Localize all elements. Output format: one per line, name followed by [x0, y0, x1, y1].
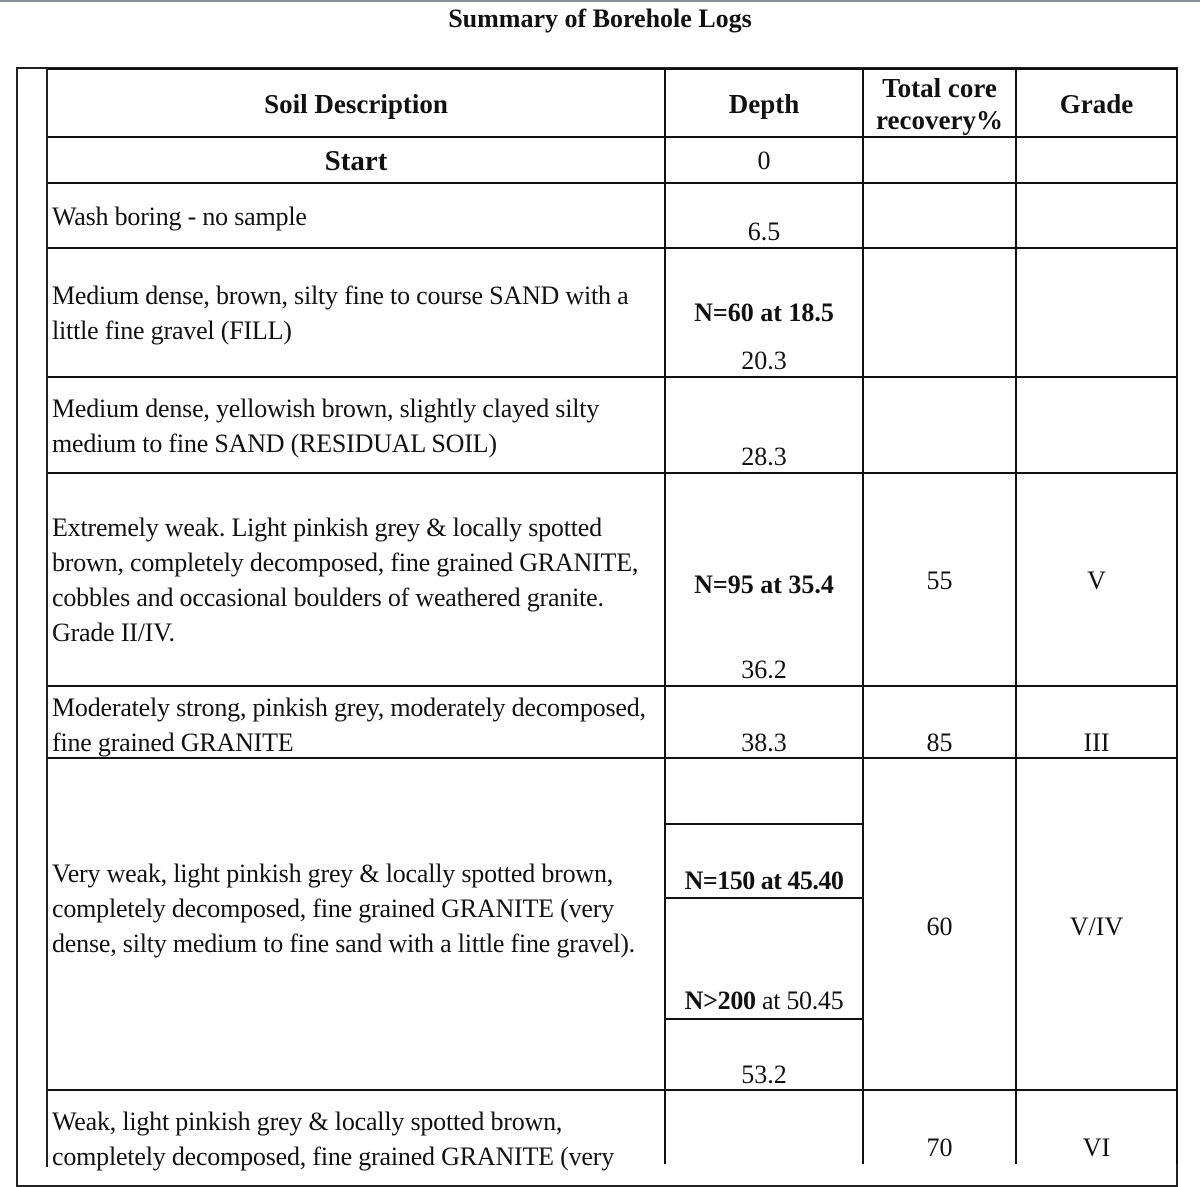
row-weak-grade: VI — [1082, 1133, 1111, 1162]
row-extremely-weak-spt: N=95 at 35.4 — [694, 570, 834, 599]
grid-line — [665, 1018, 864, 1020]
table-row-wash-boring-description: Wash boring - no sample — [52, 202, 307, 231]
table-left-border — [46, 67, 48, 1167]
header-total-core-recovery — [864, 72, 1015, 136]
row-extremely-weak-recovery: 55 — [926, 566, 953, 595]
header-depth: Depth — [728, 89, 800, 119]
table-row-residual-soil-description: Medium dense, yellowish brown, slightly clayed silty medium to fine SAND (RESIDUAL SOIL) — [52, 394, 600, 458]
row-extremely-weak-grade: V — [1087, 566, 1106, 595]
table-row-weak-granite-description: Weak, light pinkish grey & locally spotted brown, completely decomposed, fine grained GRANITE (very — [52, 1107, 615, 1171]
row-very-weak-spt2-n-value: N>200 — [684, 986, 756, 1015]
header-recovery-line1: Total core — [882, 73, 997, 103]
row-moderately-strong-recovery: 85 — [926, 728, 953, 757]
row-residual-soil-depth: 28.3 — [741, 442, 787, 471]
grid-line — [48, 182, 1178, 184]
row-very-weak-spt2 — [666, 985, 862, 1017]
header-recovery-line2: recovery% — [876, 105, 1003, 135]
grid-line — [1176, 68, 1178, 1164]
row-very-weak-recovery: 60 — [926, 912, 953, 941]
header-soil-description: Soil Description — [264, 89, 448, 119]
start-depth: 0 — [757, 146, 771, 175]
grid-line — [665, 897, 864, 899]
grid-line — [48, 247, 1178, 249]
row-moderately-strong-grade: III — [1083, 728, 1110, 757]
row-very-weak-spt1: N=150 at 45.40 — [684, 866, 844, 895]
table-row-very-weak-granite-description: Very weak, light pinkish grey & locally spotted brown, completely decomposed, fine grained GRANITE (very dense, silty medium to fine sand with a little fine gravel). — [52, 859, 635, 958]
grid-line — [48, 472, 1178, 474]
header-grade: Grade — [1059, 89, 1134, 119]
grid-line — [665, 823, 864, 825]
row-extremely-weak-depth: 36.2 — [741, 655, 787, 684]
grid-line — [1015, 68, 1017, 1164]
row-weak-recovery: 70 — [926, 1133, 953, 1162]
document-title: Summary of Borehole Logs — [448, 4, 752, 33]
table-row-moderately-strong-granite-description: Moderately strong, pinkish grey, moderately decomposed, fine grained GRANITE — [52, 693, 646, 757]
row-very-weak-depth: 53.2 — [741, 1060, 787, 1089]
grid-line — [48, 68, 1178, 70]
grid-line — [48, 685, 1178, 687]
grid-line — [862, 68, 864, 1164]
grid-line — [48, 1089, 1178, 1091]
row-wash-boring-depth: 6.5 — [747, 217, 781, 246]
row-fill-spt: N=60 at 18.5 — [694, 298, 834, 327]
row-moderately-strong-depth: 38.3 — [741, 728, 787, 757]
row-very-weak-spt2-depth-text: at 50.45 — [755, 986, 844, 1015]
table-row-extremely-weak-granite-description: Extremely weak. Light pinkish grey & locally spotted brown, completely decomposed, fine grained GRANITE, cobbles and occasional boulders of weathered granite. Grade II/IV. — [52, 513, 639, 647]
grid-line — [48, 376, 1178, 378]
start-label: Start — [324, 145, 388, 177]
table-row-fill-description: Medium dense, brown, silty fine to course SAND with a little fine gravel (FILL) — [52, 281, 629, 345]
grid-line — [48, 136, 1178, 138]
row-fill-depth: 20.3 — [741, 346, 787, 375]
row-very-weak-grade: V/IV — [1069, 912, 1124, 941]
